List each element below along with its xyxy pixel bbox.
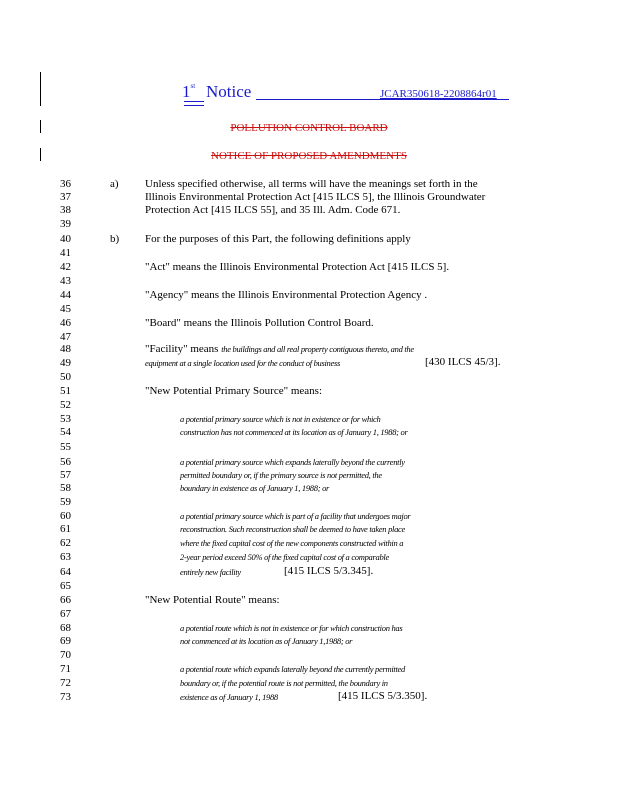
line-number: 47 bbox=[60, 331, 71, 343]
definition-npr-heading: "New Potential Route" means: bbox=[145, 594, 280, 606]
npps-item-text: boundary in existence as of January 1, 1988; or bbox=[180, 483, 330, 493]
header-superscript: st bbox=[190, 82, 196, 90]
deleted-heading-board: POLLUTION CONTROL BOARD bbox=[230, 122, 388, 134]
definition-board: "Board" means the Illinois Pollution Control Board. bbox=[145, 317, 374, 329]
line-number: 49 bbox=[60, 357, 71, 369]
subsection-a-label: a) bbox=[110, 178, 119, 190]
npr-item-text: a potential route which is not in existence or for which construction has bbox=[180, 623, 403, 633]
npr-item-text: a potential route which expands laterally beyond the currently permitted bbox=[180, 664, 405, 674]
line-number: 42 bbox=[60, 261, 71, 273]
npps-item-text: reconstruction. Such reconstruction shall be deemed to have taken place bbox=[180, 524, 405, 534]
line-number: 63 bbox=[60, 551, 71, 563]
line-number: 70 bbox=[60, 649, 71, 661]
facility-italic-text: the buildings and all real property contiguous thereto, and the bbox=[221, 344, 414, 354]
line-number: 66 bbox=[60, 594, 71, 606]
npps-item-text: construction has not commenced at its location as of January 1, 1988; or bbox=[180, 427, 408, 437]
npps-item-text: a potential primary source which is not in existence or for which bbox=[180, 414, 381, 424]
definition-npps-heading: "New Potential Primary Source" means: bbox=[145, 385, 322, 397]
page-header bbox=[182, 82, 512, 106]
line-number: 54 bbox=[60, 426, 71, 438]
definition-act: "Act" means the Illinois Environmental Protection Act [415 ILCS 5]. bbox=[145, 261, 450, 273]
subsection-a-line: Protection Act [415 ILCS 55], and 35 Ill. Adm. Code 671. bbox=[145, 204, 401, 216]
npps-item-text: entirely new facility bbox=[180, 567, 241, 577]
npr-citation: [415 ILCS 5/3.350]. bbox=[338, 690, 428, 702]
header-number-text: 1 bbox=[182, 82, 191, 101]
line-number: 71 bbox=[60, 663, 71, 675]
line-number: 64 bbox=[60, 566, 71, 578]
line-number: 72 bbox=[60, 677, 71, 689]
line-number: 37 bbox=[60, 191, 71, 203]
facility-italic-text: equipment at a single location used for the conduct of business bbox=[145, 358, 340, 368]
line-number: 51 bbox=[60, 385, 71, 397]
double-underline bbox=[184, 101, 204, 106]
definition-facility bbox=[145, 343, 414, 356]
npps-item-text: a potential primary source which is part of a facility that undergoes major bbox=[180, 511, 411, 521]
facility-citation: [430 ILCS 45/3]. bbox=[425, 356, 501, 368]
change-bar bbox=[40, 72, 41, 106]
line-number: 50 bbox=[60, 371, 71, 383]
line-number: 45 bbox=[60, 303, 71, 315]
line-number: 39 bbox=[60, 218, 71, 230]
line-number: 61 bbox=[60, 523, 71, 535]
subsection-a-line: Illinois Environmental Protection Act [415 ILCS 5], the Illinois Groundwater bbox=[145, 191, 486, 203]
line-number: 67 bbox=[60, 608, 71, 620]
line-number: 57 bbox=[60, 469, 71, 481]
npps-item-text: a potential primary source which expands laterally beyond the currently bbox=[180, 457, 405, 467]
subsection-b-label: b) bbox=[110, 233, 120, 245]
npps-item-text: where the fixed capital cost of the new components constructed within a bbox=[180, 538, 404, 548]
line-number: 55 bbox=[60, 441, 71, 453]
npps-item-text: 2-year period exceed 50% of the fixed capital cost of a comparable bbox=[180, 552, 389, 562]
line-number: 60 bbox=[60, 510, 71, 522]
line-number: 53 bbox=[60, 413, 71, 425]
header-number bbox=[182, 82, 195, 102]
line-number: 68 bbox=[60, 622, 71, 634]
line-number: 48 bbox=[60, 343, 71, 355]
line-number: 46 bbox=[60, 317, 71, 329]
definition-agency: "Agency" means the Illinois Environmental Protection Agency . bbox=[145, 289, 428, 301]
line-number: 36 bbox=[60, 178, 71, 190]
line-number: 41 bbox=[60, 247, 71, 259]
npps-citation: [415 ILCS 5/3.345]. bbox=[284, 565, 374, 577]
document-code: JCAR350618-2208864r01 bbox=[380, 88, 497, 100]
npr-item-text: not commenced at its location as of January 1,1988; or bbox=[180, 636, 353, 646]
npps-item-text: permitted boundary or, if the primary source is not permitted, the bbox=[180, 470, 382, 480]
line-number: 65 bbox=[60, 580, 71, 592]
line-number: 73 bbox=[60, 691, 71, 703]
line-number: 38 bbox=[60, 204, 71, 216]
line-number: 62 bbox=[60, 537, 71, 549]
header-title: Notice bbox=[206, 82, 252, 101]
subsection-b-line: For the purposes of this Part, the following definitions apply bbox=[145, 233, 411, 245]
line-number: 56 bbox=[60, 456, 71, 468]
npr-item-text: existence as of January 1, 1988 bbox=[180, 692, 278, 702]
line-number: 58 bbox=[60, 482, 71, 494]
line-number: 69 bbox=[60, 635, 71, 647]
line-number: 59 bbox=[60, 496, 71, 508]
subsection-a-line: Unless specified otherwise, all terms will have the meanings set forth in the bbox=[145, 178, 478, 190]
line-number: 44 bbox=[60, 289, 71, 301]
facility-term: "Facility" means bbox=[145, 343, 219, 355]
line-number: 43 bbox=[60, 275, 71, 287]
line-number: 52 bbox=[60, 399, 71, 411]
npr-item-text: boundary or, if the potential route is not permitted, the boundary in bbox=[180, 678, 388, 688]
deleted-heading-notice: NOTICE OF PROPOSED AMENDMENTS bbox=[211, 150, 407, 162]
line-number: 40 bbox=[60, 233, 71, 245]
